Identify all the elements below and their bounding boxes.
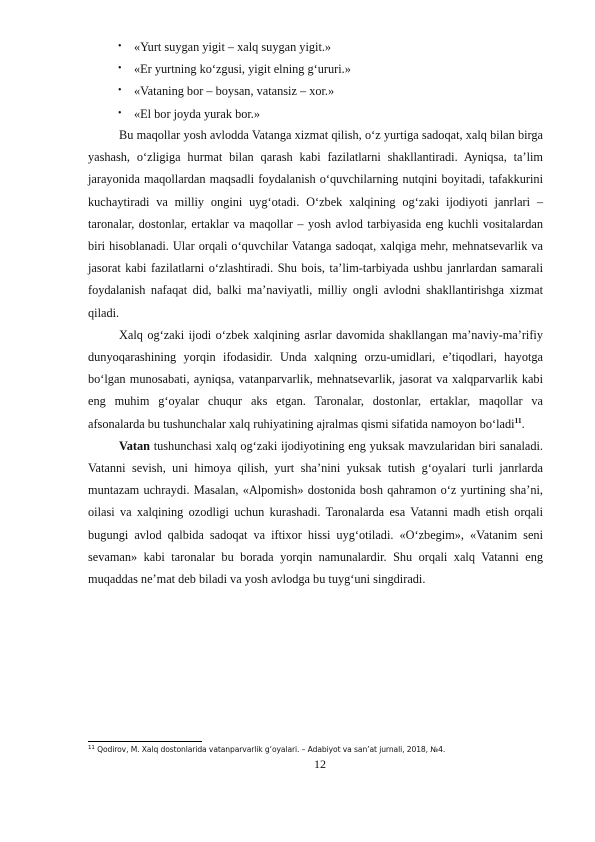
proverb-text: «Er yurtning ko‘zgusi, yigit elning g‘ururi.» [134,62,351,77]
list-item [118,36,351,58]
footnote [88,745,445,754]
bullet-icon: • [118,63,122,75]
bullet-icon: • [118,107,122,119]
bullet-icon: • [118,85,122,97]
footnote-reference[interactable]: 11 [514,415,522,425]
footnote-text: Qodirov, M. Xalq dostonlarida vatanparvarlik g‘oyalari. – Adabiyot va san’at jurnali, 2018, №4. [94,745,446,754]
proverb-text: «Yurt suygan yigit – xalq suygan yigit.» [134,40,332,54]
paragraph [88,435,543,590]
paragraph: Bu maqollar yosh avlodda Vatanga xizmat qilish, o‘z yurtiga sadoqat, xalq bilan birga yashash, o‘zligiga hurmat bilan qarash kabi fazilatlarni shakllantiradi. Ayniqsa, ta’lim jarayonida maqollardan maqsadli foydalanish o‘quvchilarning nutqini boyitadi, tafakkurini kuchaytiradi va milliy ongini uyg‘otadi. O‘zbek xalqining og‘zaki ijodiyoti janrlari – taronalar, dostonlar, ertaklar va maqollar – yosh avlod tarbiyasida eng kuchli vositalardan biri hisoblanadi. Ular orqali o‘quvchilar Vatanga sadoqat, xalqiga mehr, mehnatsevarlik va jasorat kabi fazilatlarni o‘zlashtiradi. Shu bois, ta’lim-tarbiyada ushbu janrlardan samarali foydalanish nafaqat did, balki ma’naviyatli, milliy ongli avlodni shakllantirishga xizmat qiladi. [88,128,543,320]
paragraph-text: tushunchasi xalq og‘zaki ijodiyotining eng yuksak mavzularidan biri sanaladi. Vatanni sevish, uni himoya qilish, yurt sha’nini yuksak tutish g‘oyalari turli janrlarda muntazam uchraydi. Masalan, «Alpomish» dostonida bosh qahramon o‘z yurtining sha’ni, oilasi va xalqining ozodligi uchun kurashadi. Taronalarda esa Vatanni madh etish orqali bugungi avlod qalbida sadoqat va iftixor hissi uyg‘otiladi. «O‘zbegim», «Vatanim seni sevaman» kabi taronalar bu borada yorqin namunalardir. Shu orqali xalq Vatanni eng muqaddas ne’mat deb biladi va yosh avlodga bu tuyg‘uni singdiradi. [88,438,543,587]
list-item [118,58,351,80]
proverb-text: «Vataning bor – boysan, vatansiz – xor.» [134,84,335,99]
proverb-list [118,36,351,125]
paragraph-text: Xalq og‘zaki ijodi o‘zbek xalqining asrlar davomida shakllangan ma’naviy-ma’rifiy dunyoqarashining yorqin ifodasidir. Unda xalqning orzu-umidlari, e’tiqodlari, hayotga bo‘lgan munosabati, ayniqsa, vatanparvarlik, mehnatsevarlik, jasorat va xalqparvarlik kabi eng muhim g‘oyalar chuqur aks etgan. Taronalar, dostonlar, ertaklar, maqollar va afsonalarda bu tushunchalar xalq ruhiyatining ajralmas qismi sifatida namoyon bo‘ladi [88,327,543,431]
page-number: 12 [314,757,326,771]
footnote-number: 11 [88,745,95,751]
proverb-text: «El bor joyda yurak bor.» [134,106,261,121]
paragraph [88,324,543,435]
paragraph-end: . [521,416,525,431]
emphasized-term: Vatan [119,438,150,453]
list-item [118,80,351,102]
bullet-icon: • [118,41,122,52]
list-item [118,103,351,125]
footnote-divider [88,741,202,742]
body-text [88,124,543,590]
